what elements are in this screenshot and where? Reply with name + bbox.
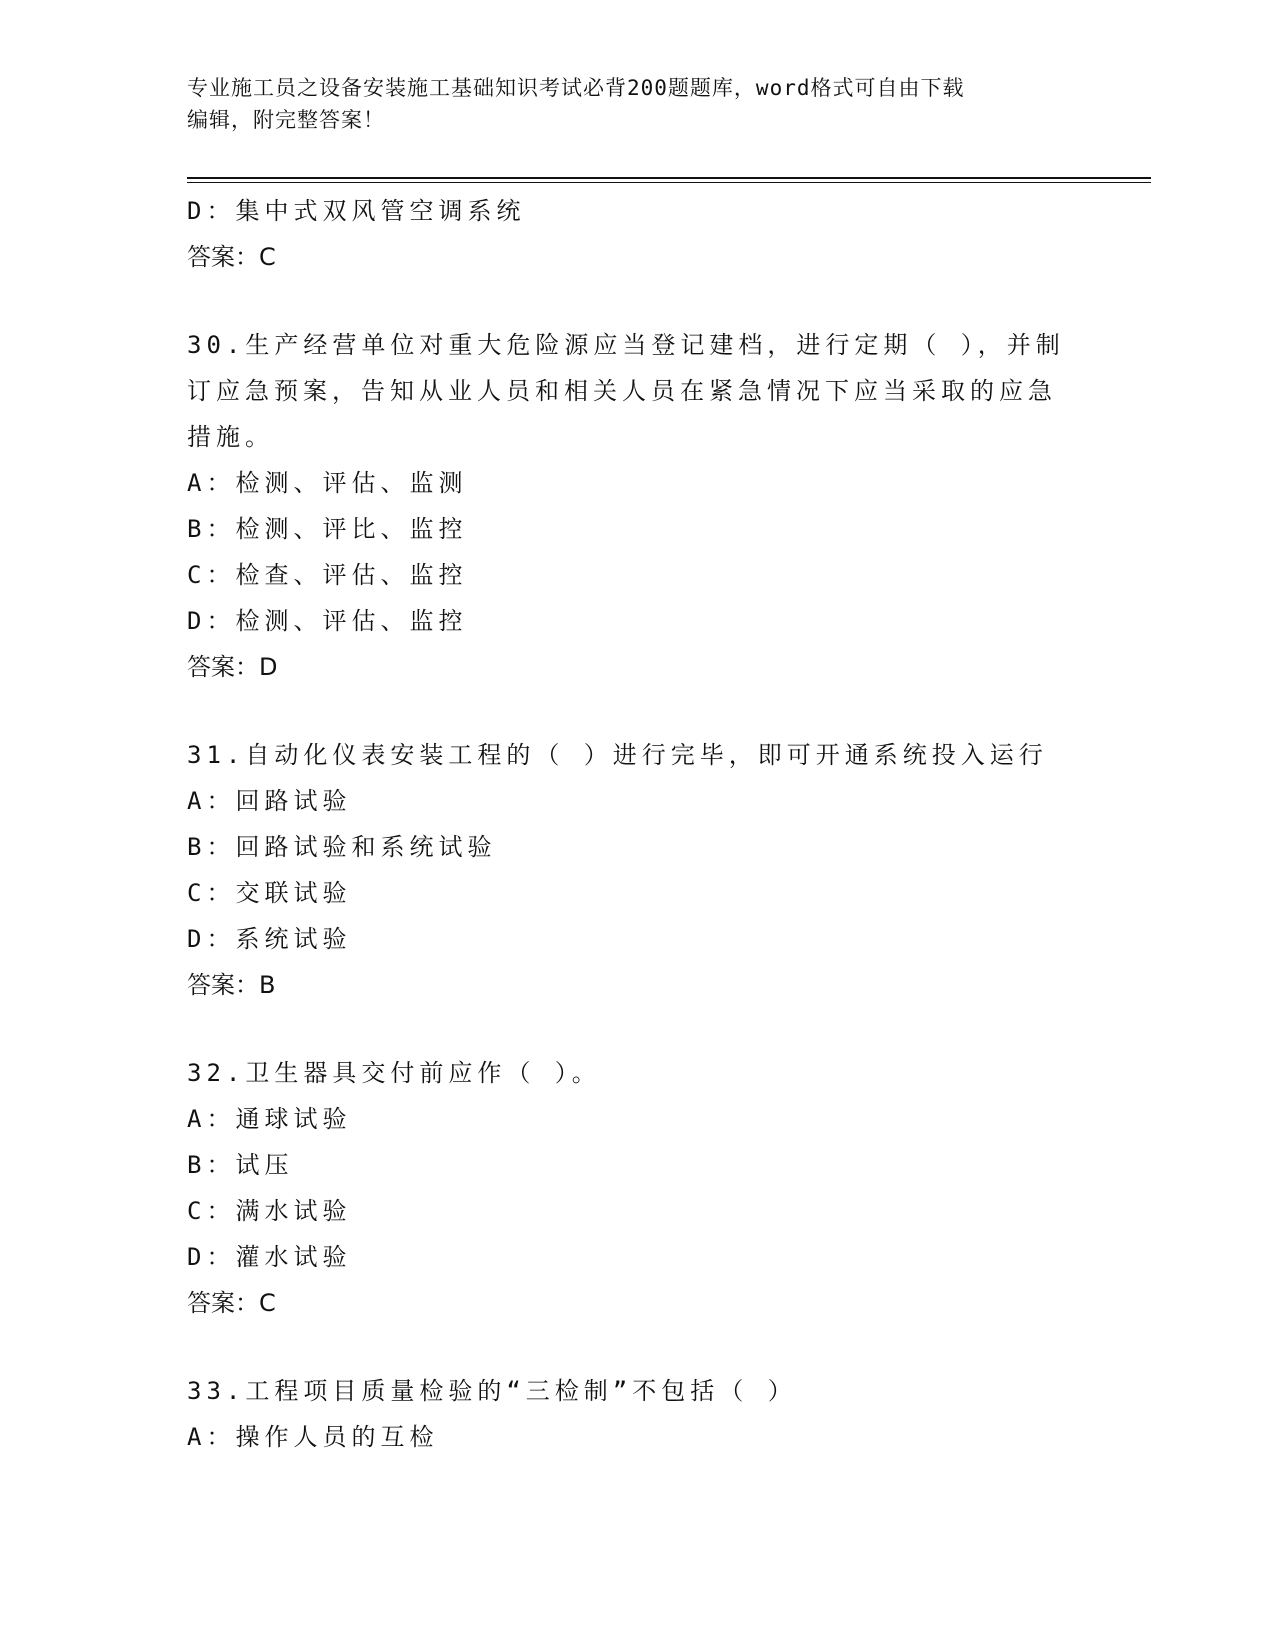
- option-a: A：操作人员的互检: [187, 1423, 439, 1451]
- header-line-1: 专业施工员之设备安装施工基础知识考试必背200题题库，word格式可自由下载: [187, 76, 965, 100]
- option-c: C：交联试验: [187, 879, 352, 907]
- question-33: [187, 1368, 1067, 1460]
- question-text: 31.自动化仪表安装工程的（ ）进行完毕，即可开通系统投入运行: [187, 741, 1048, 769]
- question-30: [187, 322, 1067, 690]
- option-b: B：检测、评比、监控: [187, 515, 468, 543]
- question-text: 33.工程项目质量检验的“三检制”不包括（ ）: [187, 1377, 797, 1405]
- header-divider-thin: [187, 182, 1151, 183]
- answer: 答案：C: [187, 1289, 276, 1317]
- question-list: [187, 188, 1067, 1460]
- option-c: C：检查、评估、监控: [187, 561, 468, 589]
- option-d: D：系统试验: [187, 925, 352, 953]
- header-line-2: 编辑，附完整答案！: [187, 108, 385, 132]
- answer: 答案：C: [187, 243, 276, 271]
- option-c: C：满水试验: [187, 1197, 352, 1225]
- question-29-tail: [187, 188, 1067, 280]
- question-31: [187, 732, 1067, 1008]
- answer: 答案：D: [187, 653, 278, 681]
- option-d: D：灌水试验: [187, 1243, 352, 1271]
- option-a: A：通球试验: [187, 1105, 352, 1133]
- question-text: 32.卫生器具交付前应作（ ）。: [187, 1059, 601, 1087]
- question-32: [187, 1050, 1067, 1326]
- header-divider-thick: [187, 177, 1151, 179]
- option-d: D：检测、评估、监控: [187, 607, 468, 635]
- option-a: A：回路试验: [187, 787, 352, 815]
- option-a: A：检测、评估、监测: [187, 469, 468, 497]
- option-b: B：试压: [187, 1151, 294, 1179]
- document-header: [187, 72, 1087, 136]
- question-text: 30.生产经营单位对重大危险源应当登记建档，进行定期（ ），并制订应急预案，告知从业人员和相关人员在紧急情况下应当采取的应急措施。: [187, 331, 1065, 451]
- option-d: D：集中式双风管空调系统: [187, 197, 526, 225]
- option-b: B：回路试验和系统试验: [187, 833, 497, 861]
- answer: 答案：B: [187, 971, 276, 999]
